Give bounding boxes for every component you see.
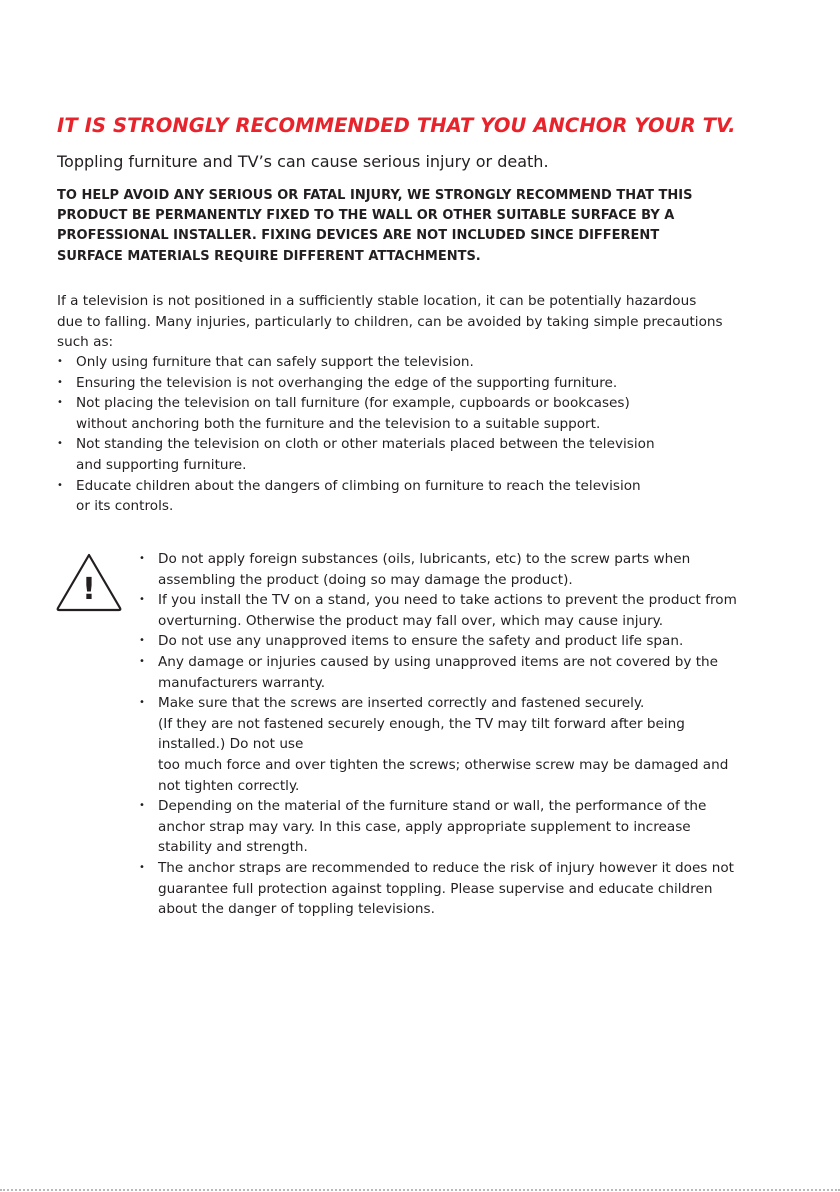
list-item-text: Ensuring the television is not overhanging the edge of the supporting furniture. [76, 374, 618, 391]
intro-line: If a television is not positioned in a sufficiently stable location, it can be potentially hazardous [57, 293, 697, 309]
list-item [57, 434, 817, 475]
bullet: • [139, 800, 145, 812]
list-item-text: Only using furniture that can safely support the television. [76, 354, 474, 370]
list-item-text: too much force and over tighten the screws; otherwise screw may be damaged and [158, 756, 729, 773]
intro-line: due to falling. Many injuries, particularly to children, can be avoided by taking simple precautions [57, 313, 723, 330]
list-item-text: overturning. Otherwise the product may fall over, which may cause injury. [158, 612, 664, 629]
bullet: • [57, 356, 63, 367]
list-item-text: Depending on the material of the furniture stand or wall, the performance of the [158, 798, 707, 815]
notice-line: TO HELP AVOID ANY SERIOUS OR FATAL INJURY, WE STRONGLY RECOMMEND THAT THIS [57, 188, 693, 203]
bullet: • [139, 635, 145, 647]
list-item-text: If you install the TV on a stand, you need to take actions to prevent the product from [158, 592, 737, 609]
page-bottom-edge [0, 1189, 840, 1191]
list-item [57, 373, 817, 394]
list-item-text: assembling the product (doing so may damage the product). [158, 571, 573, 588]
list-item-text: or its controls. [76, 498, 174, 515]
list-item-text: (If they are not fastened securely enough, the TV may tilt forward after being [158, 715, 685, 732]
list-item-text: stability and strength. [158, 839, 308, 856]
toppling-warning-subheading: Toppling furniture and TV’s can cause serious injury or death. [57, 152, 549, 171]
list-item [57, 352, 817, 373]
list-item [139, 549, 819, 590]
bullet: • [57, 479, 63, 491]
list-item-text: not tighten correctly. [158, 777, 300, 794]
bullet: • [139, 553, 145, 564]
list-item-text: The anchor straps are recommended to reduce the risk of injury however it does not [158, 859, 734, 876]
list-item [139, 693, 819, 796]
installation-warnings-list [139, 549, 819, 920]
bullet: • [139, 594, 145, 606]
warning-triangle-icon [55, 552, 123, 612]
list-item [139, 858, 819, 920]
list-item-text: Not standing the television on cloth or other materials placed between the television [76, 436, 655, 453]
list-item-text: installed.) Do not use [158, 736, 304, 753]
list-item-text: Educate children about the dangers of climbing on furniture to reach the television [76, 477, 641, 494]
list-item-text: and supporting furniture. [76, 456, 247, 473]
precautions-list [57, 352, 817, 517]
bullet: • [57, 397, 63, 409]
professional-installer-notice [57, 186, 817, 267]
list-item [139, 631, 819, 652]
bullet: • [139, 697, 145, 709]
bullet: • [57, 376, 63, 388]
anchor-tv-headline: IT IS STRONGLY RECOMMENDED THAT YOU ANCHOR YOUR TV. [57, 114, 736, 137]
warning-exclamation-glyph: ! [82, 572, 96, 607]
notice-line: SURFACE MATERIALS REQUIRE DIFFERENT ATTACHMENTS. [57, 248, 481, 264]
list-item-text: about the danger of toppling televisions. [158, 901, 435, 918]
list-item-text: manufacturers warranty. [158, 674, 326, 691]
notice-line: PRODUCT BE PERMANENTLY FIXED TO THE WALL OR OTHER SUITABLE SURFACE BY A [57, 208, 675, 224]
list-item-text: guarantee full protection against toppling. Please supervise and educate children [158, 880, 713, 897]
list-item-text: without anchoring both the furniture and the television to a suitable support. [76, 415, 601, 432]
list-item [57, 393, 817, 434]
list-item-text: Make sure that the screws are inserted correctly and fastened securely. [158, 695, 645, 712]
list-item-text: anchor strap may vary. In this case, apply appropriate supplement to increase [158, 818, 691, 835]
list-item [139, 652, 819, 693]
list-item-text: Not placing the television on tall furniture (for example, cupboards or bookcases) [76, 395, 630, 412]
stability-intro-paragraph [57, 291, 817, 353]
list-item-text: Do not use any unapproved items to ensure the safety and product life span. [158, 633, 684, 650]
list-item [139, 796, 819, 858]
notice-line: PROFESSIONAL INSTALLER. FIXING DEVICES ARE NOT INCLUDED SINCE DIFFERENT [57, 228, 660, 244]
bullet: • [139, 655, 145, 667]
bullet: • [57, 438, 63, 450]
list-item [139, 590, 819, 631]
list-item-text: Do not apply foreign substances (oils, lubricants, etc) to the screw parts when [158, 551, 691, 567]
list-item [57, 476, 817, 517]
intro-line: such as: [57, 334, 114, 350]
list-item-text: Any damage or injuries caused by using unapproved items are not covered by the [158, 653, 719, 670]
bullet: • [139, 861, 145, 873]
